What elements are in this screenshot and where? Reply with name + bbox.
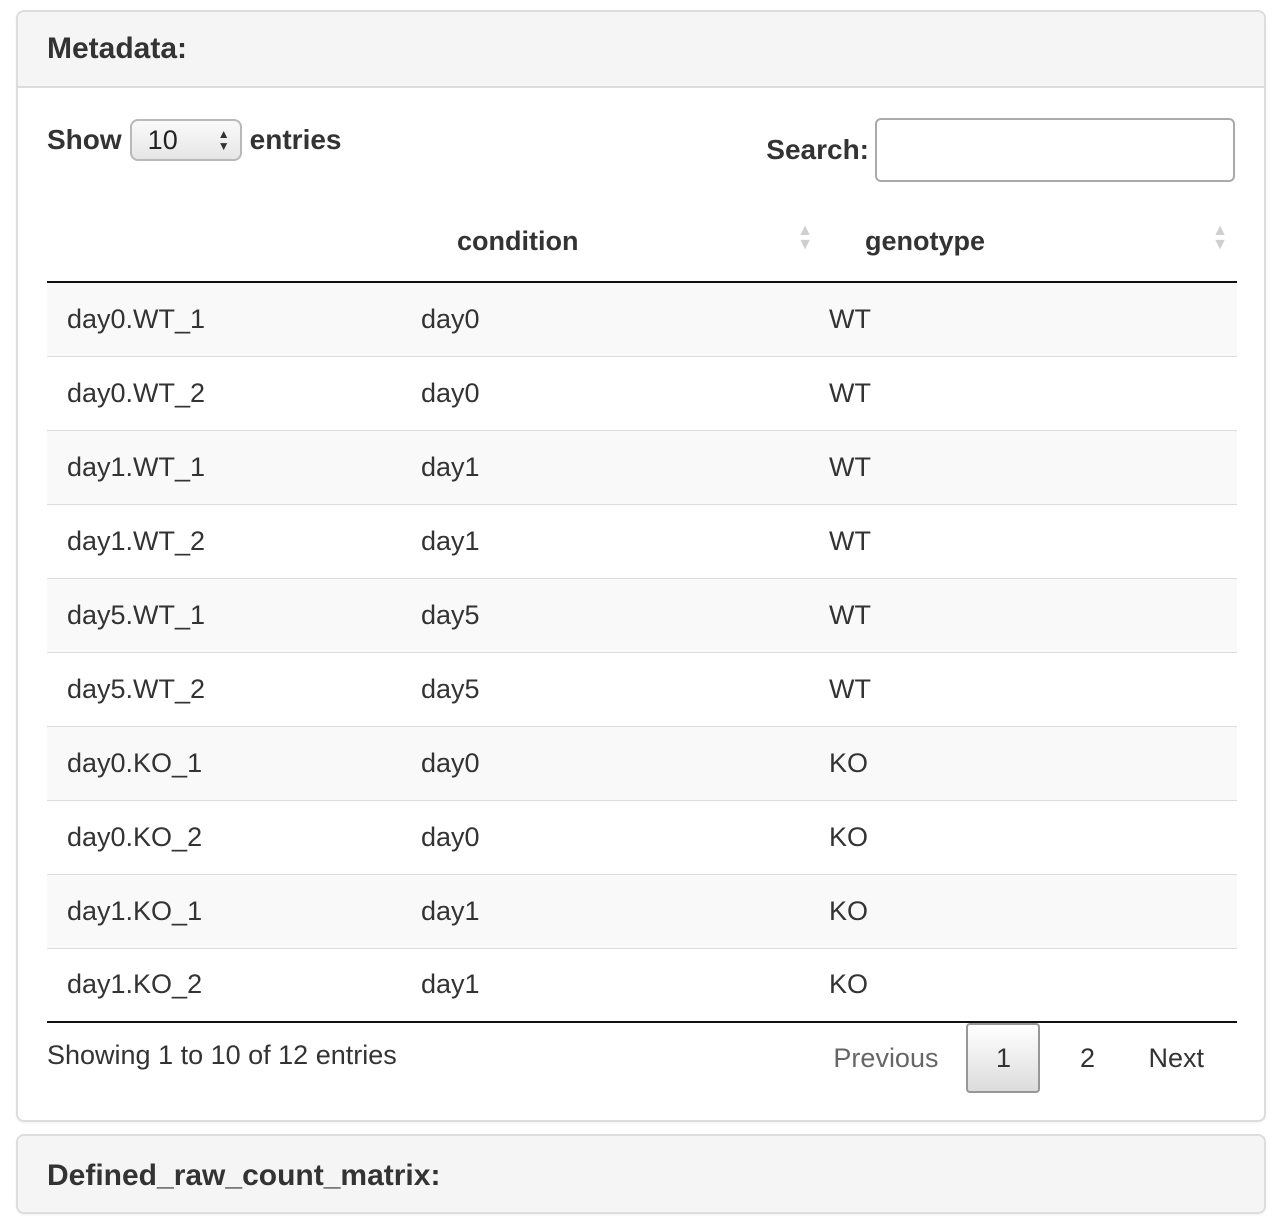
table-row[interactable] [47,800,1237,874]
sort-both-icon: ▲ ▼ [1212,222,1228,253]
length-suffix-label: entries [249,124,342,155]
sort-both-icon: ▲ ▼ [797,222,813,253]
cell-genotype: WT [829,504,1237,578]
cell-condition: day1 [421,430,829,504]
cell-rowname: day5.WT_2 [47,652,421,726]
cell-condition: day0 [421,356,829,430]
table-row[interactable] [47,948,1237,1022]
table-info: Showing 1 to 10 of 12 entries [47,1040,397,1070]
table-row[interactable] [47,504,1237,578]
cell-genotype: WT [829,356,1237,430]
length-prefix-label: Show [47,124,122,155]
panel-title-raw-count-matrix: Defined_raw_count_matrix: [18,1136,1264,1214]
column-header-genotype[interactable] [829,204,1237,282]
page-button-1[interactable]: 1 [966,1023,1040,1093]
cell-rowname: day0.WT_2 [47,356,421,430]
cell-condition: day5 [421,652,829,726]
cell-genotype: KO [829,948,1237,1022]
updown-arrows-icon: ▲ ▼ [217,127,230,153]
cell-rowname: day1.WT_1 [47,430,421,504]
column-header-condition[interactable] [421,204,829,282]
cell-condition: day0 [421,800,829,874]
cell-condition: day5 [421,578,829,652]
cell-genotype: KO [829,800,1237,874]
cell-condition: day0 [421,726,829,800]
cell-genotype: WT [829,430,1237,504]
cell-genotype: WT [829,303,871,334]
cell-genotype: KO [829,726,1237,800]
page-button-2[interactable]: 2 [1079,1042,1095,1073]
entries-length-select[interactable] [130,119,242,161]
metadata-table [47,204,1237,1023]
search-input[interactable] [875,118,1235,182]
entries-length-value: 10 [147,124,178,155]
table-row[interactable] [47,356,1237,430]
cell-genotype: WT [829,652,1237,726]
next-page-button[interactable]: Next [1148,1042,1204,1073]
column-header-rowname [47,204,421,282]
search-label: Search: [766,134,869,165]
cell-genotype: KO [829,874,1237,948]
cell-rowname: day0.KO_2 [47,800,421,874]
cell-genotype: WT [829,578,1237,652]
cell-condition: day0 [421,303,480,334]
cell-rowname: day1.WT_2 [47,504,421,578]
table-controls [47,118,1235,190]
cell-rowname: day5.WT_1 [47,578,421,652]
cell-condition: day1 [421,948,829,1022]
table-row[interactable] [47,652,1237,726]
panel-title-metadata: Metadata: [18,12,1264,88]
metadata-panel [16,10,1266,1122]
raw-count-matrix-panel [16,1134,1266,1214]
cell-rowname: day1.KO_1 [47,874,421,948]
previous-page-button[interactable]: Previous [833,1042,939,1073]
table-row[interactable] [47,578,1237,652]
table-row[interactable] [47,726,1237,800]
entries-length-control [47,118,342,162]
pagination [815,1022,1235,1094]
search-control [766,118,1235,182]
cell-rowname: day1.KO_2 [47,948,421,1022]
cell-condition: day1 [421,504,829,578]
table-row[interactable] [47,874,1237,948]
table-row[interactable] [47,282,1237,356]
cell-rowname: day0.WT_1 [67,303,206,334]
cell-condition: day1 [421,874,829,948]
cell-rowname: day0.KO_1 [47,726,421,800]
column-header-label: condition [457,226,579,256]
table-header-row [47,204,1237,282]
table-row[interactable] [47,430,1237,504]
column-header-label: genotype [865,226,986,256]
